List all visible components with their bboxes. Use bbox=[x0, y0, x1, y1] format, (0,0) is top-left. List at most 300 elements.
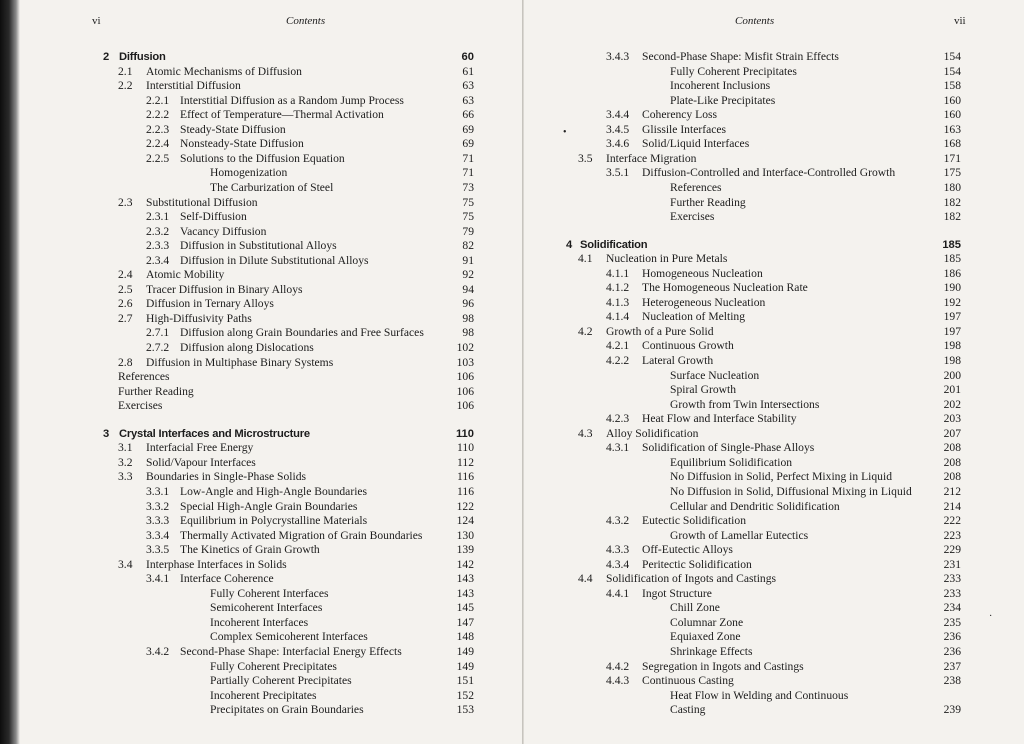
toc-entry bbox=[118, 370, 474, 384]
section-title: Solidification of Single-Phase Alloys bbox=[642, 441, 815, 455]
section-title: Precipitates on Grain Boundaries bbox=[210, 703, 364, 717]
toc-entry bbox=[670, 689, 961, 703]
toc-entry bbox=[670, 369, 961, 383]
toc-entry bbox=[606, 123, 961, 137]
page-number: 130 bbox=[456, 528, 474, 542]
toc-entry bbox=[118, 441, 474, 455]
page-number: 145 bbox=[456, 601, 474, 615]
section-number: 2.2.5 bbox=[146, 151, 170, 165]
page-number: 182 bbox=[943, 195, 961, 209]
chapter-entry bbox=[566, 238, 961, 252]
page-number: 154 bbox=[943, 64, 961, 78]
section-title: Second-Phase Shape: Misfit Strain Effects bbox=[642, 50, 839, 63]
section-title: Incoherent Inclusions bbox=[670, 79, 771, 93]
section-title: Ingot Structure bbox=[642, 586, 712, 600]
toc-entry bbox=[670, 456, 961, 470]
section-title: No Diffusion in Solid, Perfect Mixing in Liquid bbox=[670, 470, 892, 484]
page-number: 236 bbox=[943, 645, 961, 658]
toc-entry bbox=[606, 587, 961, 601]
section-number: 2.7 bbox=[118, 311, 133, 325]
section-number: 3 bbox=[103, 427, 110, 440]
page-number: 208 bbox=[943, 470, 961, 484]
toc-entry bbox=[578, 252, 961, 266]
toc-entry bbox=[670, 470, 961, 484]
page-number: 116 bbox=[457, 484, 474, 498]
toc-entry bbox=[606, 310, 961, 324]
page-number: 160 bbox=[943, 93, 961, 107]
toc-entry bbox=[118, 399, 474, 413]
page-number: 185 bbox=[943, 252, 961, 266]
page-number: 106 bbox=[456, 370, 474, 384]
section-title: Atomic Mobility bbox=[146, 268, 225, 282]
page-number: 208 bbox=[943, 455, 961, 469]
toc-entry bbox=[146, 529, 474, 543]
page-number: 175 bbox=[943, 166, 961, 180]
section-number: 4.1 bbox=[578, 252, 593, 266]
page-number: 231 bbox=[943, 557, 961, 571]
page-number: 103 bbox=[456, 355, 474, 369]
section-number: 4.4.3 bbox=[606, 674, 630, 688]
page-number: 203 bbox=[943, 412, 961, 426]
page-number: 151 bbox=[456, 674, 474, 688]
section-title: Peritectic Solidification bbox=[642, 557, 752, 571]
section-number: 4.3 bbox=[578, 426, 593, 440]
section-number: 4.3.3 bbox=[606, 543, 630, 557]
section-title: Self-Diffusion bbox=[180, 210, 247, 224]
section-title: Casting bbox=[670, 703, 706, 717]
toc-entry bbox=[606, 674, 961, 688]
page-number: 139 bbox=[456, 543, 474, 557]
section-title: Heterogeneous Nucleation bbox=[642, 295, 766, 309]
toc-entry bbox=[606, 166, 961, 180]
section-title: Heat Flow in Welding and Continuous bbox=[670, 688, 849, 702]
page-number: 198 bbox=[943, 354, 961, 367]
toc-entry bbox=[146, 94, 474, 108]
toc-entry bbox=[670, 500, 961, 514]
page-number: 94 bbox=[462, 282, 474, 296]
page-number: 69 bbox=[462, 137, 474, 151]
toc-entry bbox=[118, 65, 474, 79]
page-number: 143 bbox=[456, 572, 474, 586]
section-title: Further Reading bbox=[118, 384, 194, 398]
toc-entry bbox=[606, 281, 961, 295]
toc-entry bbox=[670, 94, 961, 108]
section-title: Equilibrium Solidification bbox=[670, 455, 793, 469]
left-folio: vi bbox=[92, 15, 101, 27]
section-title: Nucleation of Melting bbox=[642, 310, 746, 324]
section-number: 4.2.2 bbox=[606, 354, 630, 367]
page-number: 202 bbox=[943, 397, 961, 411]
page-number: 197 bbox=[943, 324, 961, 338]
section-title: Growth of Lamellar Eutectics bbox=[670, 528, 809, 542]
section-number: 4 bbox=[566, 238, 573, 251]
section-title: Equiaxed Zone bbox=[670, 630, 741, 644]
section-title: Effect of Temperature—Thermal Activation bbox=[180, 108, 384, 122]
section-title: Thermally Activated Migration of Grain Boundaries bbox=[180, 528, 423, 542]
section-number: 3.4.4 bbox=[606, 108, 630, 122]
section-title: High-Diffusivity Paths bbox=[146, 311, 252, 325]
section-number: 3.3.1 bbox=[146, 484, 170, 498]
page-number: 152 bbox=[456, 688, 474, 702]
section-number: 4.1.2 bbox=[606, 281, 630, 295]
section-title: Exercises bbox=[670, 210, 715, 224]
section-title: Shrinkage Effects bbox=[670, 645, 753, 658]
section-title: The Carburization of Steel bbox=[210, 180, 334, 194]
page-number: 63 bbox=[462, 93, 474, 107]
toc-entry bbox=[670, 196, 961, 210]
section-title: Incoherent Precipitates bbox=[210, 688, 317, 702]
section-title: Nonsteady-State Diffusion bbox=[180, 137, 304, 151]
toc-entry bbox=[670, 703, 961, 717]
page-number: 63 bbox=[462, 79, 474, 93]
page-number: 98 bbox=[462, 326, 474, 340]
toc-entry bbox=[146, 572, 474, 586]
toc-entry bbox=[670, 485, 961, 499]
page-number: 180 bbox=[943, 180, 961, 194]
toc-entry bbox=[606, 137, 961, 151]
section-title: Solutions to the Diffusion Equation bbox=[180, 151, 345, 165]
section-number: 3.3 bbox=[118, 470, 133, 484]
section-number: 4.4.2 bbox=[606, 659, 630, 673]
page-number: 233 bbox=[943, 572, 961, 586]
page-number: 186 bbox=[943, 266, 961, 280]
section-number: 2.3 bbox=[118, 195, 133, 209]
page-number: 112 bbox=[457, 455, 474, 469]
section-title: Special High-Angle Grain Boundaries bbox=[180, 499, 358, 513]
section-number: 2.1 bbox=[118, 64, 133, 78]
toc-entry bbox=[670, 529, 961, 543]
page-number: 122 bbox=[456, 499, 474, 513]
section-title: Lateral Growth bbox=[642, 354, 714, 367]
section-number: 2.4 bbox=[118, 268, 133, 282]
section-number: 3.5 bbox=[578, 151, 593, 165]
toc-entry bbox=[670, 398, 961, 412]
chapter-entry bbox=[103, 427, 474, 441]
page-number: 148 bbox=[456, 630, 474, 644]
toc-entry bbox=[606, 660, 961, 674]
toc-entry bbox=[606, 412, 961, 426]
section-title: Off-Eutectic Alloys bbox=[642, 543, 733, 557]
page-number: 168 bbox=[943, 137, 961, 151]
section-number: 3.4.3 bbox=[606, 50, 630, 63]
section-number: 3.4.5 bbox=[606, 122, 630, 136]
page-number: 171 bbox=[943, 151, 961, 165]
page-number: 124 bbox=[456, 514, 474, 528]
page-number: 190 bbox=[943, 281, 961, 295]
section-title: Interface Coherence bbox=[180, 572, 274, 586]
toc-entry bbox=[146, 485, 474, 499]
page-number: 238 bbox=[943, 674, 961, 688]
toc-entry bbox=[606, 441, 961, 455]
page-number: 207 bbox=[943, 426, 961, 440]
section-number: 3.4 bbox=[118, 557, 133, 571]
page-number: 69 bbox=[462, 122, 474, 136]
section-number: 2.3.2 bbox=[146, 224, 170, 238]
right-folio: vii bbox=[954, 15, 966, 27]
section-title: Diffusion in Ternary Alloys bbox=[146, 297, 274, 311]
toc-entry bbox=[146, 108, 474, 122]
toc-entry bbox=[578, 152, 961, 166]
section-title: Fully Coherent Interfaces bbox=[210, 586, 329, 600]
toc-entry bbox=[670, 616, 961, 630]
page-number: 208 bbox=[943, 441, 961, 455]
toc-entry bbox=[670, 630, 961, 644]
toc-entry bbox=[146, 225, 474, 239]
section-number: 2.7.2 bbox=[146, 341, 170, 354]
toc-entry bbox=[118, 196, 474, 210]
section-title: Partially Coherent Precipitates bbox=[210, 674, 352, 688]
page-number: 198 bbox=[943, 339, 961, 353]
section-title: Nucleation in Pure Metals bbox=[606, 252, 728, 266]
page-number: 235 bbox=[943, 615, 961, 629]
section-title: No Diffusion in Solid, Diffusional Mixing in Liquid bbox=[670, 484, 912, 498]
page-number: 110 bbox=[455, 427, 474, 440]
toc-entry bbox=[670, 181, 961, 195]
toc-entry bbox=[118, 558, 474, 572]
section-title: Fully Coherent Precipitates bbox=[210, 659, 337, 673]
toc-entry bbox=[118, 356, 474, 370]
section-title: Exercises bbox=[118, 399, 163, 413]
toc-entry bbox=[606, 514, 961, 528]
section-title: Equilibrium in Polycrystalline Materials bbox=[180, 514, 368, 528]
section-number: 4.1.4 bbox=[606, 310, 630, 324]
section-title: Interstitial Diffusion bbox=[146, 79, 241, 93]
toc-entry bbox=[606, 558, 961, 572]
page-number: 142 bbox=[456, 557, 474, 571]
toc-entry bbox=[146, 500, 474, 514]
page-number: 96 bbox=[462, 297, 474, 311]
toc-entry bbox=[118, 268, 474, 282]
toc-entry bbox=[146, 210, 474, 224]
section-number: 4.2 bbox=[578, 324, 593, 338]
section-number: 2.7.1 bbox=[146, 326, 170, 340]
section-number: 2.2.1 bbox=[146, 93, 170, 107]
page-number: 182 bbox=[943, 210, 961, 224]
section-title: Interstitial Diffusion as a Random Jump Process bbox=[180, 93, 404, 107]
toc-entry bbox=[606, 108, 961, 122]
toc-entry bbox=[118, 456, 474, 470]
toc-entry bbox=[578, 572, 961, 586]
section-title: Semicoherent Interfaces bbox=[210, 601, 323, 615]
toc-entry bbox=[146, 645, 474, 659]
page-number: 158 bbox=[943, 79, 961, 93]
toc-entry bbox=[146, 514, 474, 528]
page-number: 201 bbox=[943, 383, 961, 397]
section-number: 3.1 bbox=[118, 441, 133, 455]
section-title: Diffusion along Dislocations bbox=[180, 341, 314, 354]
page-number: 154 bbox=[943, 50, 961, 63]
page-number: 149 bbox=[456, 645, 474, 658]
right-running-head: Contents bbox=[735, 15, 775, 27]
page-number: 236 bbox=[943, 630, 961, 644]
section-title: Diffusion along Grain Boundaries and Free Surfaces bbox=[180, 326, 424, 340]
section-number: 2.3.1 bbox=[146, 210, 170, 224]
toc-entry bbox=[146, 341, 474, 355]
toc-entry bbox=[118, 385, 474, 399]
section-number: 3.2 bbox=[118, 455, 133, 469]
section-title: Coherency Loss bbox=[642, 108, 718, 122]
section-title: Interphase Interfaces in Solids bbox=[146, 557, 287, 571]
section-title: Interfacial Free Energy bbox=[146, 441, 254, 455]
page-number: 223 bbox=[943, 528, 961, 542]
section-number: 2 bbox=[103, 51, 110, 63]
section-title: Crystal Interfaces and Microstructure bbox=[119, 427, 310, 440]
page-number: 214 bbox=[943, 499, 961, 513]
section-number: 4.1.1 bbox=[606, 266, 630, 280]
section-number: 3.5.1 bbox=[606, 166, 630, 180]
page-number: 116 bbox=[457, 470, 474, 484]
section-title: Incoherent Interfaces bbox=[210, 615, 309, 629]
section-title: Heat Flow and Interface Stability bbox=[642, 412, 797, 426]
section-number: 2.2.4 bbox=[146, 137, 170, 151]
page-number: 147 bbox=[456, 615, 474, 629]
page-number: 234 bbox=[943, 601, 961, 615]
page-number: 92 bbox=[462, 268, 474, 282]
section-title: Eutectic Solidification bbox=[642, 514, 746, 528]
section-title: Complex Semicoherent Interfaces bbox=[210, 630, 368, 644]
page-number: 66 bbox=[462, 108, 474, 122]
section-title: References bbox=[118, 370, 170, 384]
section-title: Interface Migration bbox=[606, 151, 697, 165]
toc-entry bbox=[670, 383, 961, 397]
section-title: Continuous Casting bbox=[642, 674, 734, 688]
section-title: Atomic Mechanisms of Diffusion bbox=[146, 64, 302, 78]
toc-entry bbox=[578, 427, 961, 441]
page-number: 229 bbox=[943, 543, 961, 557]
section-number: 4.3.4 bbox=[606, 557, 630, 571]
page-number: 75 bbox=[462, 210, 474, 224]
section-title: Solid/Vapour Interfaces bbox=[146, 455, 256, 469]
page-number: 82 bbox=[462, 239, 474, 253]
section-title: Segregation in Ingots and Castings bbox=[642, 659, 804, 673]
section-title: Growth from Twin Intersections bbox=[670, 397, 820, 411]
page-number: 106 bbox=[456, 384, 474, 398]
stray-dot-mark: • bbox=[563, 127, 567, 138]
section-number: 4.2.3 bbox=[606, 412, 630, 426]
section-number: 2.3.4 bbox=[146, 253, 170, 267]
section-title: Homogeneous Nucleation bbox=[642, 266, 763, 280]
toc-entry bbox=[146, 152, 474, 166]
section-number: 3.3.3 bbox=[146, 514, 170, 528]
toc-entry bbox=[118, 79, 474, 93]
section-title: Cellular and Dendritic Solidification bbox=[670, 499, 840, 513]
section-title: Growth of a Pure Solid bbox=[606, 324, 714, 338]
section-number: 3.3.5 bbox=[146, 543, 170, 557]
section-title: Plate-Like Precipitates bbox=[670, 93, 776, 107]
section-number: 3.4.1 bbox=[146, 572, 170, 586]
chapter-entry bbox=[103, 50, 474, 64]
page-number: 79 bbox=[462, 224, 474, 238]
section-number: 2.2 bbox=[118, 79, 133, 93]
section-number: 2.5 bbox=[118, 282, 133, 296]
section-title: Second-Phase Shape: Interfacial Energy Effects bbox=[180, 645, 402, 658]
page-number: 110 bbox=[457, 441, 474, 455]
section-title: Spiral Growth bbox=[670, 383, 737, 397]
page-number: 60 bbox=[461, 51, 474, 63]
toc-entry bbox=[670, 210, 961, 224]
section-number: 3.4.2 bbox=[146, 645, 170, 658]
toc-entry bbox=[606, 267, 961, 281]
toc-entry bbox=[146, 543, 474, 557]
right-page bbox=[524, 0, 1024, 744]
toc-entry bbox=[118, 297, 474, 311]
section-title: The Homogeneous Nucleation Rate bbox=[642, 281, 808, 295]
toc-entry bbox=[118, 312, 474, 326]
section-title: Continuous Growth bbox=[642, 339, 734, 353]
section-number: 2.8 bbox=[118, 355, 133, 369]
page-number: 200 bbox=[943, 368, 961, 382]
section-number: 2.2.2 bbox=[146, 108, 170, 122]
section-title: Alloy Solidification bbox=[606, 426, 699, 440]
page-number: 75 bbox=[462, 195, 474, 209]
section-title: Surface Nucleation bbox=[670, 368, 760, 382]
stray-dot-mark: · bbox=[989, 611, 993, 622]
page-number: 160 bbox=[943, 108, 961, 122]
toc-entry bbox=[606, 296, 961, 310]
page-number: 192 bbox=[943, 295, 961, 309]
page-number: 102 bbox=[456, 341, 474, 354]
section-title: Steady-State Diffusion bbox=[180, 122, 286, 136]
section-number: 3.3.4 bbox=[146, 528, 170, 542]
section-title: Homogenization bbox=[210, 166, 288, 180]
section-number: 2.3.3 bbox=[146, 239, 170, 253]
toc-entry bbox=[670, 645, 961, 659]
page-number: 153 bbox=[456, 703, 474, 717]
page-number: 197 bbox=[943, 310, 961, 324]
section-number: 3.4.6 bbox=[606, 137, 630, 151]
left-running-head: Contents bbox=[286, 15, 326, 27]
page-number: 185 bbox=[942, 238, 961, 251]
section-number: 4.3.1 bbox=[606, 441, 630, 455]
toc-entry bbox=[606, 354, 961, 368]
page-number: 239 bbox=[943, 703, 961, 717]
section-number: 2.6 bbox=[118, 297, 133, 311]
section-title: Diffusion in Dilute Substitutional Alloys bbox=[180, 253, 369, 267]
toc-entry bbox=[578, 325, 961, 339]
section-title: Diffusion bbox=[119, 51, 166, 63]
toc-entry bbox=[146, 326, 474, 340]
section-number: 3.3.2 bbox=[146, 499, 170, 513]
toc-entry bbox=[146, 254, 474, 268]
section-title: Solid/Liquid Interfaces bbox=[642, 137, 750, 151]
page-number: 237 bbox=[943, 659, 961, 673]
section-number: 4.4 bbox=[578, 572, 593, 586]
toc-entry bbox=[606, 339, 961, 353]
section-title: Substitutional Diffusion bbox=[146, 195, 258, 209]
section-title: Columnar Zone bbox=[670, 615, 744, 629]
page-number: 233 bbox=[943, 586, 961, 600]
page-number: 71 bbox=[462, 151, 474, 165]
section-number: 2.2.3 bbox=[146, 122, 170, 136]
page-number: 61 bbox=[462, 64, 474, 78]
toc-entry bbox=[670, 65, 961, 79]
section-title: Further Reading bbox=[670, 195, 746, 209]
toc-entry bbox=[606, 543, 961, 557]
section-title: Fully Coherent Precipitates bbox=[670, 64, 797, 78]
section-title: Diffusion in Multiphase Binary Systems bbox=[146, 355, 334, 369]
page-number: 98 bbox=[462, 311, 474, 325]
page-number: 71 bbox=[462, 166, 474, 180]
section-title: Solidification bbox=[580, 238, 648, 251]
section-number: 4.3.2 bbox=[606, 514, 630, 528]
page-number: 222 bbox=[943, 514, 961, 528]
toc-entry bbox=[118, 470, 474, 484]
section-title: Low-Angle and High-Angle Boundaries bbox=[180, 484, 368, 498]
section-title: Diffusion-Controlled and Interface-Controlled Growth bbox=[642, 166, 896, 180]
section-title: References bbox=[670, 180, 722, 194]
page-number: 73 bbox=[462, 180, 474, 194]
section-title: Glissile Interfaces bbox=[642, 122, 727, 136]
